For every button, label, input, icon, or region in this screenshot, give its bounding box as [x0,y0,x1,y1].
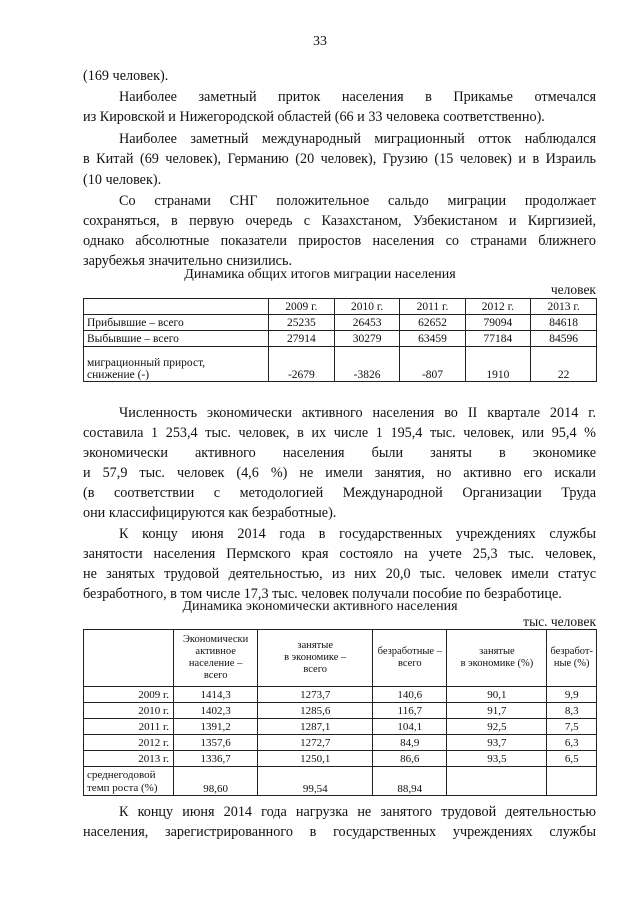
table-cell: 140,6 [373,687,447,703]
table-cell: 6,5 [547,751,597,767]
paragraph-line: Наиболее заметный приток населения в Прикамье отмечался [119,89,596,105]
header-line: безработ- [550,646,593,657]
paragraph-line: занятости населения Пермского края состояло на учете 25,3 тыс. человек, [83,546,596,562]
table-cell: 1391,2 [174,719,258,735]
row-label: Прибывшие – всего [84,315,269,331]
table-row [84,751,597,767]
table-cell: 27914 [269,331,335,347]
table-cell: -807 [400,347,465,382]
table-cell: 91,7 [447,703,547,719]
table-cell: 25235 [269,315,335,331]
header-line: Экономически [182,634,249,645]
paragraph-line: и 57,9 тыс. человек (4,6 %) не имели занятия, но активно его искали [83,465,596,481]
table-cell: 1250,1 [258,751,373,767]
table-row [84,347,597,382]
table-cell: 26453 [334,315,400,331]
table-cell: 1336,7 [174,751,258,767]
table1-unit: человек [550,282,596,297]
table-cell: 22 [531,347,597,382]
paragraph-line: однако абсолютные показатели приростов населения со странами ближнего [83,233,596,249]
table-header-cell: 2009 г. [269,299,335,315]
row-label [84,767,174,796]
migration-table [83,298,597,382]
row-label-line: снижение (-) [87,369,150,381]
table-row [84,703,597,719]
row-label [84,347,269,382]
paragraph-line: они классифицируются как безработные). [83,505,337,521]
table-header-cell: 2011 г. [400,299,465,315]
table-cell: 63459 [400,331,465,347]
table-header-cell: 2012 г. [465,299,531,315]
table-cell: 1272,7 [258,735,373,751]
table-cell: 104,1 [373,719,447,735]
table-row [84,687,597,703]
row-label: 2012 г. [84,735,174,751]
table-cell: 1414,3 [174,687,258,703]
row-label: 2009 г. [84,687,174,703]
table-cell: 8,3 [547,703,597,719]
table-row [84,331,597,347]
table-cell: 98,60 [174,767,258,796]
paragraph-line: (169 человек). [83,68,169,84]
table-cell: 84596 [531,331,597,347]
row-label: 2011 г. [84,719,174,735]
table-cell: -2679 [269,347,335,382]
table-cell: 92,5 [447,719,547,735]
paragraph-line: составила 1 253,4 тыс. человек, в их числе 1 195,4 тыс. человек, или 95,4 % [83,425,596,441]
header-line: всего [203,670,228,681]
paragraph-line: (в соответствии с методологией Международной Организации Труда [83,485,596,501]
paragraph-line: населения, зарегистрированного в государственных учреждениях службы [83,824,596,840]
paragraph-line: не занятых трудовой деятельностью, из них 20,0 тыс. человек имели статус [83,566,596,582]
table-cell: 1287,1 [258,719,373,735]
table-cell: 1402,3 [174,703,258,719]
table2-title: Динамика экономически активного населения [182,599,458,614]
table-cell: 9,9 [547,687,597,703]
table-cell: 1357,6 [174,735,258,751]
header-line: активное [195,646,236,657]
page-number: 33 [313,34,327,49]
table-cell: 86,6 [373,751,447,767]
header-line: в экономике – [284,652,347,663]
table-header-cell [547,630,597,687]
table-header-row [84,630,597,687]
table-cell: 30279 [334,331,400,347]
table-cell: 90,1 [447,687,547,703]
row-label: Выбывшие – всего [84,331,269,347]
table-cell: 116,7 [373,703,447,719]
table-cell: 1910 [465,347,531,382]
table-cell: 62652 [400,315,465,331]
paragraph-line: К концу июня 2014 года в государственных учреждениях службы [119,526,596,542]
header-line: занятые [479,646,515,657]
table-cell: 93,7 [447,735,547,751]
paragraph-line: К концу июня 2014 года нагрузка не занятого трудовой деятельностью [119,804,596,820]
table-row [84,719,597,735]
table-header-cell [174,630,258,687]
header-line: всего [303,664,328,675]
table-cell: 6,3 [547,735,597,751]
header-line: безработные – [377,646,442,657]
paragraph-line: из Кировской и Нижегородской областей (66 и 33 человека соответственно). [83,109,545,125]
table-header-cell: 2010 г. [334,299,400,315]
table-cell [547,767,597,796]
table-header-cell [84,630,174,687]
header-line: в экономике (%) [460,658,534,669]
row-label-line: темп роста (%) [87,782,158,794]
paragraph-line: Со странами СНГ положительное сальдо миграции продолжает [119,193,596,209]
row-label-line: миграционный прирост, [87,357,206,369]
table-header-cell [84,299,269,315]
header-line: всего [397,658,422,669]
table-cell: -3826 [334,347,400,382]
labor-force-table [83,629,597,796]
table-cell: 1273,7 [258,687,373,703]
paragraph-line: Численность экономически активного населения во II квартале 2014 г. [119,405,596,421]
table-header-cell [447,630,547,687]
table-cell: 1285,6 [258,703,373,719]
row-label: 2010 г. [84,703,174,719]
table-cell: 99,54 [258,767,373,796]
table-cell: 93,5 [447,751,547,767]
header-line: ные (%) [553,658,590,669]
row-label-line: среднегодовой [87,769,156,781]
paragraph-line: безработного, в том числе 17,3 тыс. человек получали пособие по безработице. [83,586,562,602]
paragraph-line: Наиболее заметный международный миграционный отток наблюдался [119,131,596,147]
paragraph-line: сохраняться, в первую очередь с Казахстаном, Узбекистаном и Киргизией, [83,213,596,229]
header-line: население – [188,658,243,669]
table-cell: 88,94 [373,767,447,796]
table2-unit: тыс. человек [523,614,596,629]
paragraph-line: в Китай (69 человек), Германию (20 человек), Грузию (15 человек) и в Израиль [83,151,596,167]
table-row [84,767,597,796]
header-line: занятые [297,640,333,651]
table-cell: 84618 [531,315,597,331]
table-header-cell [258,630,373,687]
table-row [84,735,597,751]
table-cell: 77184 [465,331,531,347]
table-header-cell [373,630,447,687]
paragraph-line: экономически активного населения были заняты в экономике [83,445,596,461]
table-cell: 84,9 [373,735,447,751]
table-cell: 79094 [465,315,531,331]
table-header-cell: 2013 г. [531,299,597,315]
paragraph-line: (10 человек). [83,172,162,188]
row-label: 2013 г. [84,751,174,767]
table-cell [447,767,547,796]
table-header-row [84,299,597,315]
table-row [84,315,597,331]
table-cell: 7,5 [547,719,597,735]
paragraph-line: зарубежья значительно снизились. [83,253,292,269]
table1-title: Динамика общих итогов миграции населения [184,267,456,282]
